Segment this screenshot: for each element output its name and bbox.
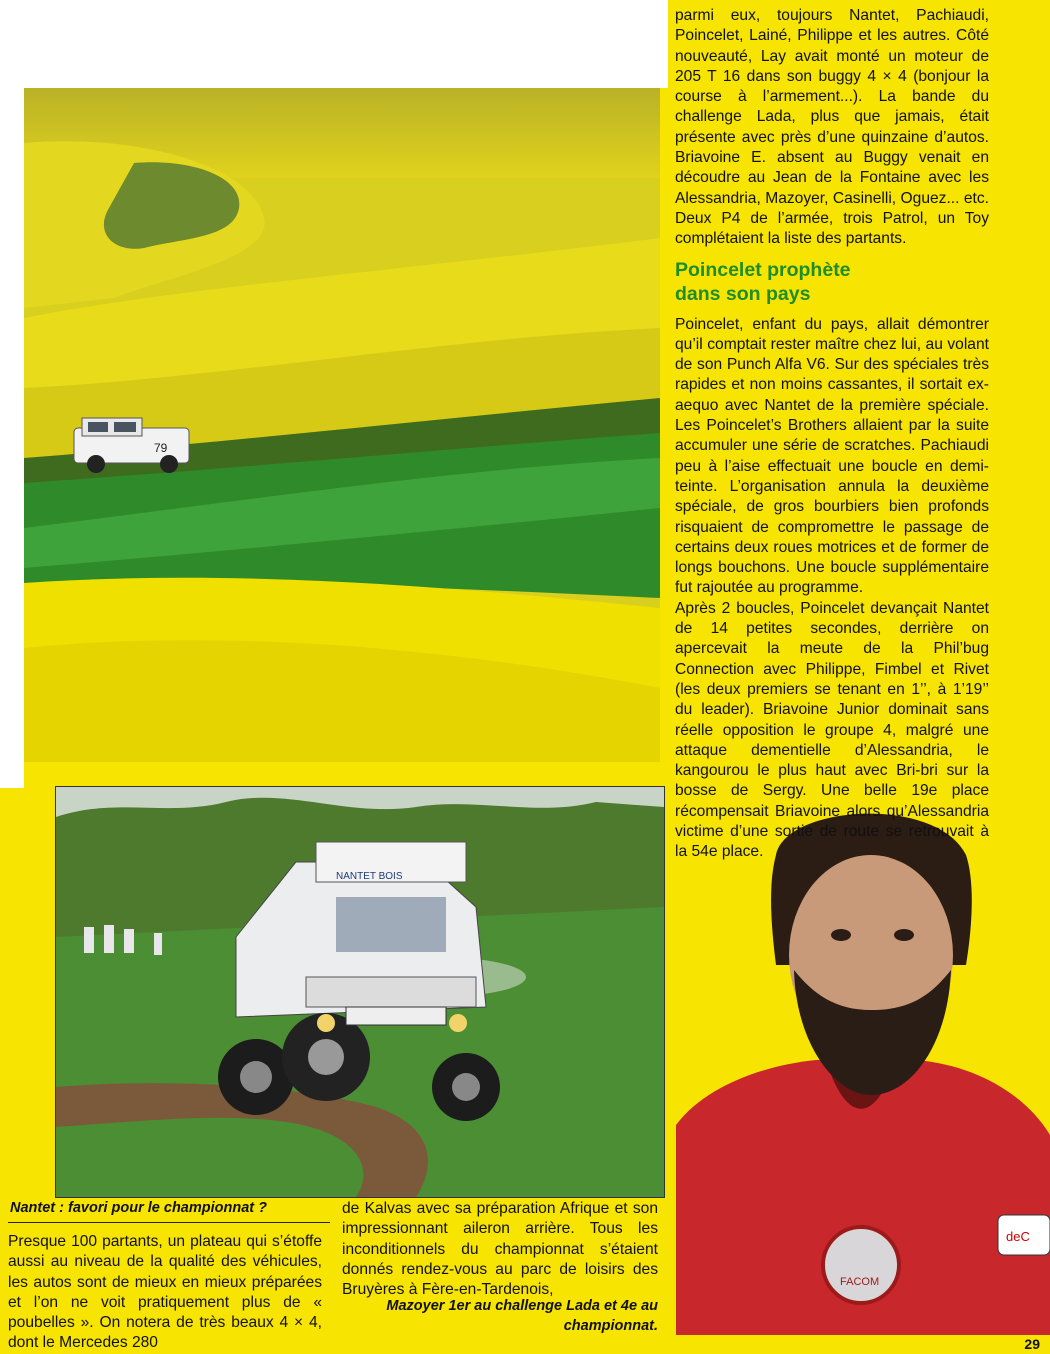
- section-heading: [675, 258, 989, 306]
- page-number: 29: [1024, 1336, 1040, 1352]
- page-margin-top: [0, 0, 668, 88]
- article-paragraph: de Kalvas avec sa préparation Afrique et son impressionnant aileron arrière. Tous les inconditionnels du championnat s’étaient donnés rendez-vous au parc de loisirs des Bruyères à Fère-en-Tardenois,: [342, 1200, 658, 1299]
- svg-text:79: 79: [154, 441, 168, 455]
- svg-text:deC: deC: [1006, 1229, 1030, 1244]
- article-paragraph: Après 2 boucles, Poincelet devançait Nantet de 14 petites secondes, derrière on apercevait la meute de la Phil’bug Connection avec Philippe, Fimbel et Rivet (les deux premiers se tenant en 1’’, à 1’19’’ du leader). Briavoine Junior dominait sans réelle opposition le groupe 4, malgré une attaque dementielle d’Alessandria, le kangourou le plus haut avec Bri-bri sur la bosse de Sergy. Une belle 19e place récompensait Briavoine alors qu’Alessandria victime d’une sortie de route se retrouvait à la 54e place.: [675, 599, 989, 861]
- section-heading-line: Poincelet prophète: [675, 258, 851, 281]
- photo-caption: Nantet : favori pour le championnat ?: [10, 1200, 267, 1216]
- article-paragraph: parmi eux, toujours Nantet, Pachiaudi, Poincelet, Lainé, Philippe et les autres. Côté nouveauté, Lay avait monté un moteur de 205 T 16 dans son buggy 4 × 4 (bonjour la course à l’armement...). La bande du challenge Lada, plus que jamais, était présente avec près d’une quinzaine d’autos. Briavoine E. absent au Buggy venait en découdre au Jean de la Fontaine avec les Alessandria, Mazoyer, Casinelli, Oguez... etc. Deux P4 de l’armée, trois Patrol, un Toy complétaient la liste des partants.: [675, 7, 989, 248]
- svg-text:FACOM: FACOM: [840, 1276, 880, 1288]
- section-heading-line: dans son pays: [675, 282, 811, 305]
- caption-divider: [8, 1222, 330, 1223]
- page-margin-left: [0, 88, 24, 788]
- photo-caption: Mazoyer 1er au challenge Lada et 4e au championnat.: [386, 1298, 658, 1334]
- svg-text:NANTET BOIS: NANTET BOIS: [336, 871, 403, 882]
- article-paragraph: Presque 100 partants, un plateau qui s’étoffe aussi au niveau de la qualité des véhicules, les autos sont de mieux en mieux préparées et l’on ne voit pratiquement plus de « poubelles ». On notera de très beaux 4 × 4, dont le Mercedes 280: [8, 1233, 322, 1352]
- photo-rapeseed-field: [24, 88, 660, 762]
- article-right-column: [675, 6, 989, 863]
- article-bottom-middle-column: [342, 1199, 658, 1300]
- photo-buggy: [55, 786, 665, 1198]
- photo-portrait: [676, 795, 1050, 1335]
- article-bottom-left-column: [8, 1232, 322, 1354]
- article-paragraph: Poincelet, enfant du pays, allait démontrer qu’il comptait rester maître chez lui, au volant de son Punch Alfa V6. Sur des spéciales très rapides et non moins cassantes, il sortait ex-aequo avec Nantet de la première spéciale. Les Poincelet’s Brothers allaient par la suite accumuler une série de scratches. Pachiaudi peu à l’aise effectuait une boucle en demi-teinte. L’organisation annula la deuxième spéciale, de gros bourbiers bien profonds risquaient de compromettre le passage de certains deux roues motrices et de former de longs bouchons. Une boucle supplémentaire fut rajoutée au programme.: [675, 315, 989, 597]
